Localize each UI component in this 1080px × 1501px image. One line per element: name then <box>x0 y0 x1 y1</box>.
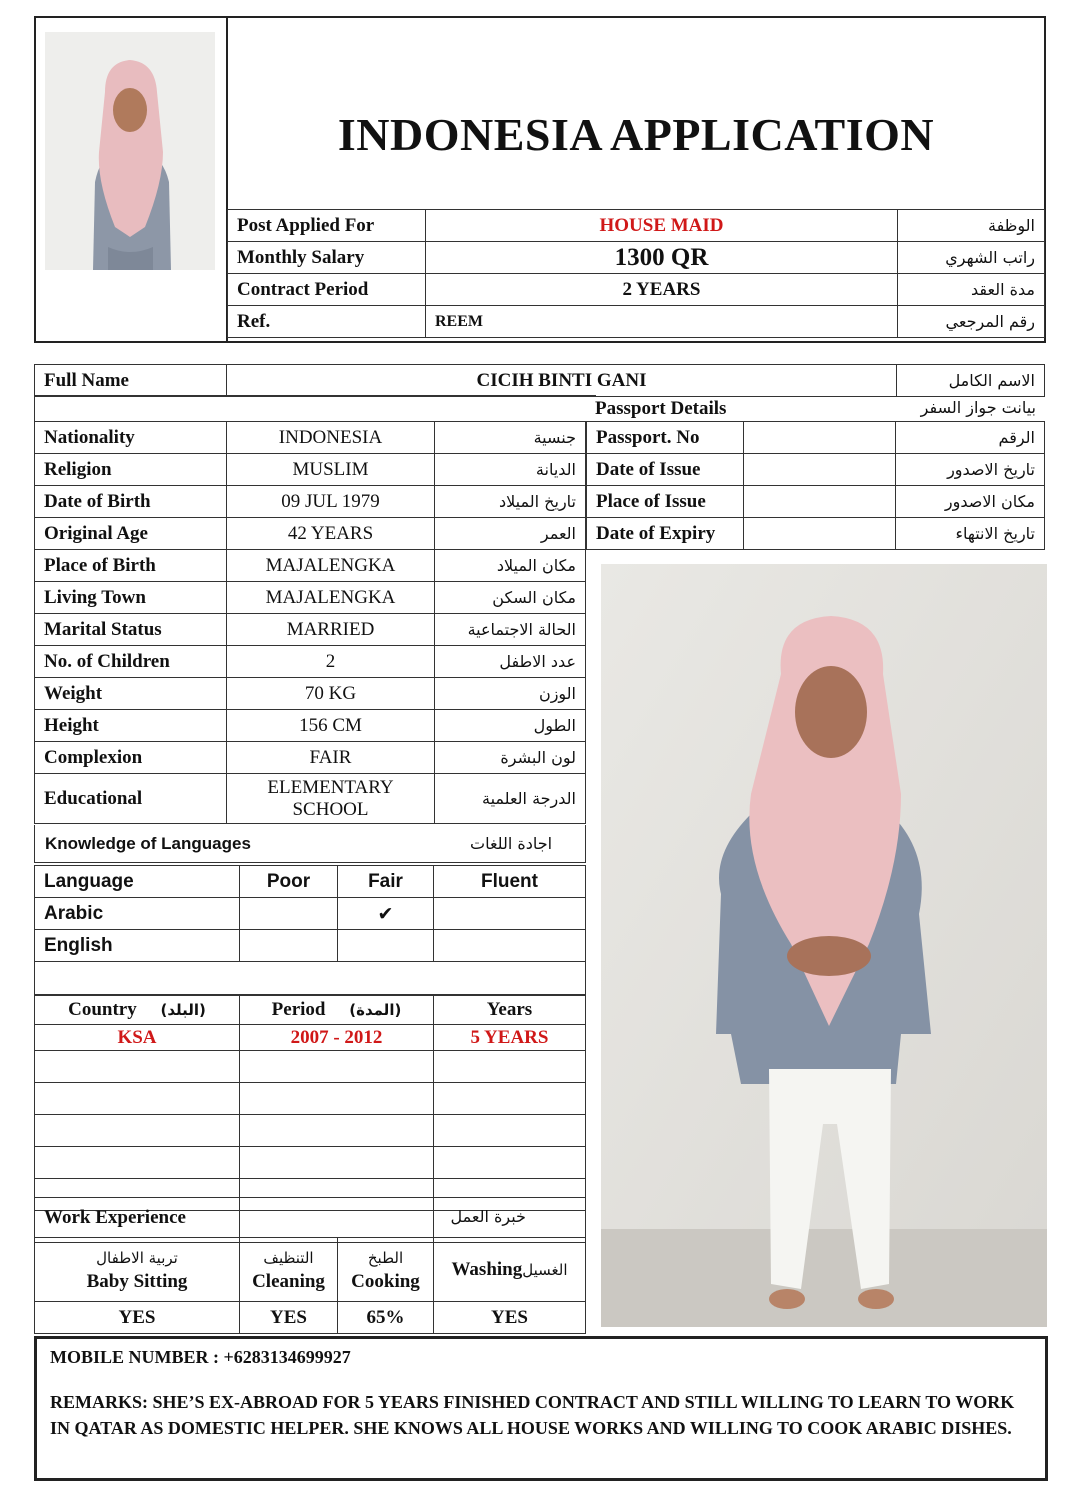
living-town-value: MAJALENGKA <box>227 582 435 614</box>
contract-arabic: مدة العقد <box>898 274 1045 306</box>
table-row <box>35 1147 586 1179</box>
skills-table <box>34 1197 586 1334</box>
skills-heading: Work Experience <box>44 1206 186 1228</box>
passport-table <box>586 421 1045 550</box>
expiry-value <box>744 518 896 550</box>
skill-washing <box>434 1238 586 1302</box>
divider <box>34 395 596 396</box>
page-title: INDONESIA APPLICATION <box>337 109 935 160</box>
lang-arabic-poor <box>240 898 338 930</box>
nationality-arabic: جنسية <box>435 422 586 454</box>
issue-date-label: Date of Issue <box>587 454 744 486</box>
contract-label: Contract Period <box>228 274 426 306</box>
weight-label: Weight <box>35 678 227 710</box>
birthplace-value: MAJALENGKA <box>227 550 435 582</box>
post-value: HOUSE MAID <box>426 210 898 242</box>
height-label: Height <box>35 710 227 742</box>
dob-value: 09 JUL 1979 <box>227 486 435 518</box>
age-arabic: العمر <box>435 518 586 550</box>
skill-washing-label: Washing <box>451 1258 523 1280</box>
table-row <box>35 646 586 678</box>
issue-date-value <box>744 454 896 486</box>
job-table <box>227 209 1045 338</box>
table-row <box>587 454 1045 486</box>
issue-place-value <box>744 486 896 518</box>
dob-arabic: تاريخ الميلاد <box>435 486 586 518</box>
ref-value: REEM <box>426 306 898 338</box>
lang-col-language: Language <box>35 866 240 898</box>
table-row <box>35 1302 586 1334</box>
salary-arabic: راتب الشهري <box>898 242 1045 274</box>
issue-date-arabic: تاريخ الاصدور <box>896 454 1045 486</box>
table-row <box>35 486 586 518</box>
table-row <box>35 962 586 996</box>
lang-english-fair <box>338 930 434 962</box>
exp-col-years: Years <box>434 995 586 1025</box>
expiry-label: Date of Expiry <box>587 518 744 550</box>
passport-no-label: Passport. No <box>587 422 744 454</box>
expiry-arabic: تاريخ الانتهاء <box>896 518 1045 550</box>
marital-value: MARRIED <box>227 614 435 646</box>
table-row <box>35 614 586 646</box>
skill-cooking-arabic: الطبخ <box>367 1248 404 1267</box>
living-town-label: Living Town <box>35 582 227 614</box>
skill-baby-sitting-value: YES <box>35 1302 240 1334</box>
education-value-line1: ELEMENTARY <box>267 776 394 798</box>
marital-arabic: الحالة الاجتماعية <box>435 614 586 646</box>
age-label: Original Age <box>35 518 227 550</box>
divider <box>34 395 35 423</box>
applicant-photo-full <box>601 564 1047 1327</box>
age-value: 42 YEARS <box>227 518 435 550</box>
exp-country-value: KSA <box>35 1025 240 1051</box>
remarks-line1: REMARKS: SHE’S EX-ABROAD FOR 5 YEARS FINISHED CONTRACT AND STILL WILLING TO LEARN TO WORK <box>50 1392 1015 1412</box>
table-row <box>35 678 586 710</box>
full-name-value: CICIH BINTI GANI <box>227 365 897 397</box>
table-row <box>35 1025 586 1051</box>
skill-cleaning-value: YES <box>240 1302 338 1334</box>
issue-place-arabic: مكان الاصدور <box>896 486 1045 518</box>
exp-col-country-label: Country <box>68 998 137 1020</box>
skills-heading-arabic: خبرة العمل <box>450 1206 526 1226</box>
children-label: No. of Children <box>35 646 227 678</box>
marital-label: Marital Status <box>35 614 227 646</box>
skill-cleaning <box>240 1238 338 1302</box>
full-name-label: Full Name <box>35 365 227 397</box>
salary-value: 1300 QR <box>426 242 898 274</box>
passport-no-value <box>744 422 896 454</box>
skill-washing-value: YES <box>434 1302 586 1334</box>
exp-years-value: 5 YEARS <box>434 1025 586 1051</box>
skill-cooking <box>338 1238 434 1302</box>
education-value-line2: SCHOOL <box>292 798 369 820</box>
spacer-row <box>35 962 586 996</box>
nationality-label: Nationality <box>35 422 227 454</box>
exp-col-country <box>35 995 240 1025</box>
table-row <box>35 582 586 614</box>
religion-label: Religion <box>35 454 227 486</box>
ref-arabic: رقم المرجعي <box>898 306 1045 338</box>
exp-period-value: 2007 - 2012 <box>240 1025 434 1051</box>
table-row <box>35 454 586 486</box>
education-label: Educational <box>35 774 227 824</box>
passport-heading-arabic: بيانت جواز السفر <box>920 398 1036 417</box>
skill-baby-sitting-label: Baby Sitting <box>86 1270 188 1292</box>
table-row <box>35 518 586 550</box>
salary-label: Monthly Salary <box>228 242 426 274</box>
ref-label: Ref. <box>228 306 426 338</box>
education-value <box>227 774 435 824</box>
applicant-photo-small <box>45 32 215 270</box>
skill-cleaning-arabic: التنظيف <box>263 1248 314 1267</box>
table-row <box>35 995 586 1025</box>
height-value: 156 CM <box>227 710 435 742</box>
table-row <box>35 898 586 930</box>
post-label: Post Applied For <box>228 210 426 242</box>
lang-col-fair: Fair <box>338 866 434 898</box>
table-row <box>35 1083 586 1115</box>
post-arabic: الوظفة <box>898 210 1045 242</box>
table-row <box>35 550 586 582</box>
lang-col-poor: Poor <box>240 866 338 898</box>
lang-english-poor <box>240 930 338 962</box>
passport-no-arabic: الرقم <box>896 422 1045 454</box>
table-row <box>35 866 586 898</box>
table-row <box>35 1051 586 1083</box>
religion-value: MUSLIM <box>227 454 435 486</box>
table-row <box>35 422 586 454</box>
skill-baby-sitting-arabic: تربية الاطفال <box>96 1248 178 1267</box>
nationality-value: INDONESIA <box>227 422 435 454</box>
lang-arabic-label: Arabic <box>35 898 240 930</box>
birthplace-arabic: مكان الميلاد <box>435 550 586 582</box>
table-row <box>587 518 1045 550</box>
skill-cooking-value: 65% <box>338 1302 434 1334</box>
table-row <box>228 306 1045 338</box>
table-row <box>35 930 586 962</box>
remarks-line2: IN QATAR AS DOMESTIC HELPER. SHE KNOWS ALL HOUSE WORKS AND WILLING TO COOK ARABIC DISHES. <box>50 1418 1012 1438</box>
complexion-arabic: لون البشرة <box>435 742 586 774</box>
children-value: 2 <box>227 646 435 678</box>
skill-washing-arabic: الغسيل <box>522 1260 568 1279</box>
skill-cleaning-label: Cleaning <box>252 1270 325 1292</box>
weight-arabic: الوزن <box>435 678 586 710</box>
birthplace-label: Place of Birth <box>35 550 227 582</box>
table-row <box>35 1198 586 1238</box>
religion-arabic: الديانة <box>435 454 586 486</box>
skill-baby-sitting <box>35 1238 240 1302</box>
lang-arabic-fair-checkmark-icon: ✔ <box>338 898 434 930</box>
table-row <box>587 486 1045 518</box>
passport-heading: Passport Details <box>595 398 727 419</box>
contract-value: 2 YEARS <box>426 274 898 306</box>
languages-heading-arabic: اجادة اللغات <box>470 834 553 853</box>
living-town-arabic: مكان السكن <box>435 582 586 614</box>
lang-col-fluent: Fluent <box>434 866 586 898</box>
exp-col-country-arabic: (البلد) <box>160 1000 206 1019</box>
weight-value: 70 KG <box>227 678 435 710</box>
mobile-number: MOBILE NUMBER : +6283134699927 <box>50 1347 351 1367</box>
height-arabic: الطول <box>435 710 586 742</box>
exp-col-period-label: Period <box>271 998 326 1020</box>
personal-table <box>34 421 586 824</box>
issue-place-label: Place of Issue <box>587 486 744 518</box>
table-row <box>35 365 1045 397</box>
full-name-arabic: الاسم الكامل <box>897 365 1045 397</box>
table-row <box>35 1115 586 1147</box>
full-name-table <box>34 364 1045 397</box>
skills-heading-row <box>35 1198 586 1238</box>
table-row <box>35 710 586 742</box>
table-row <box>228 210 1045 242</box>
exp-col-period <box>240 995 434 1025</box>
exp-col-period-arabic: (المدة) <box>349 1000 402 1019</box>
complexion-label: Complexion <box>35 742 227 774</box>
table-row <box>228 242 1045 274</box>
lang-english-fluent <box>434 930 586 962</box>
table-row <box>587 422 1045 454</box>
languages-heading: Knowledge of Languages <box>45 834 251 853</box>
lang-english-label: English <box>35 930 240 962</box>
table-row <box>228 274 1045 306</box>
children-arabic: عدد الاطفل <box>435 646 586 678</box>
table-row <box>35 774 586 824</box>
education-arabic: الدرجة العلمية <box>435 774 586 824</box>
dob-label: Date of Birth <box>35 486 227 518</box>
complexion-value: FAIR <box>227 742 435 774</box>
languages-table <box>34 865 586 996</box>
lang-arabic-fluent <box>434 898 586 930</box>
skill-cooking-label: Cooking <box>351 1270 420 1292</box>
table-row <box>35 1238 586 1302</box>
table-row <box>35 742 586 774</box>
